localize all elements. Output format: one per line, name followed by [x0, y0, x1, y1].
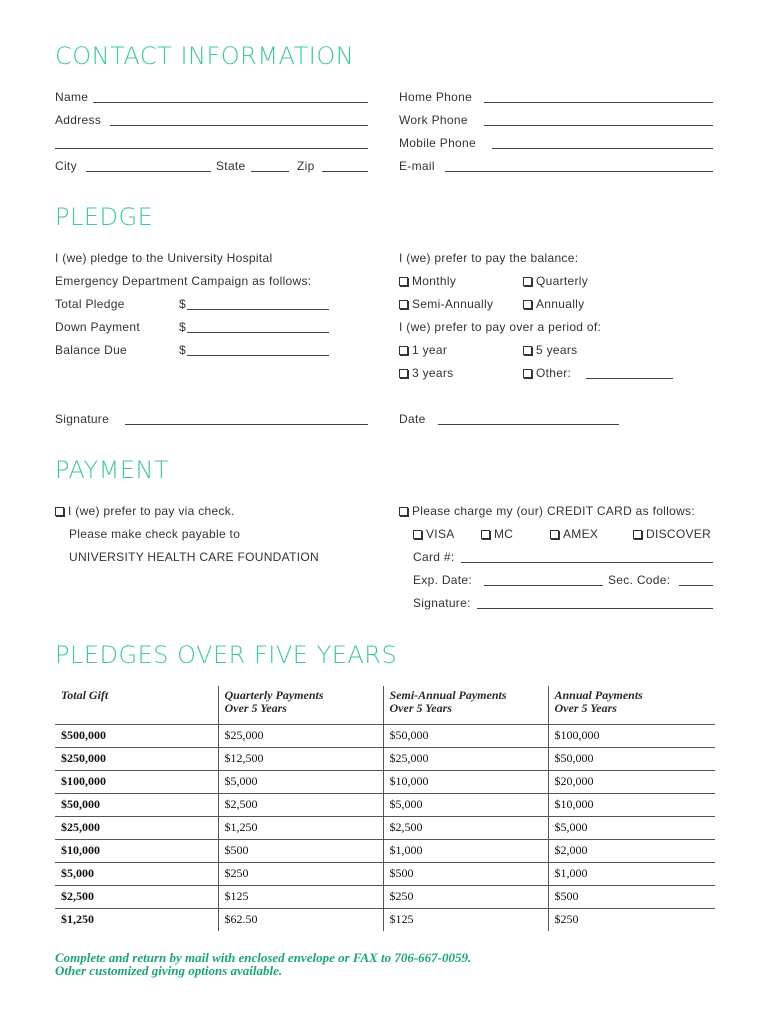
credit-card-label: Please charge my (our) CREDIT CARD as follows: [412, 504, 695, 518]
check-option[interactable] [55, 504, 235, 518]
checkbox-icon[interactable] [399, 507, 408, 516]
state-label: State [216, 159, 246, 173]
table-cell: $1,250 [55, 908, 218, 931]
other-option[interactable] [523, 366, 571, 380]
city-field[interactable] [86, 171, 211, 172]
total-pledge-currency: $ [179, 297, 186, 311]
email-label: E-mail [399, 159, 435, 173]
monthly-label: Monthly [412, 274, 457, 288]
checkbox-icon[interactable] [413, 530, 422, 539]
pledge-date-field[interactable] [438, 424, 619, 425]
checkbox-icon[interactable] [523, 346, 532, 355]
checkbox-icon[interactable] [523, 277, 532, 286]
table-cell: $2,500 [383, 816, 548, 839]
home-phone-label: Home Phone [399, 90, 473, 104]
header-quarterly: Quarterly Payments Over 5 Years [218, 686, 383, 724]
table-cell: $12,500 [218, 747, 383, 770]
table-cell: $1,250 [218, 816, 383, 839]
checkbox-icon[interactable] [523, 369, 532, 378]
table-cell: $1,000 [548, 862, 715, 885]
check-label: I (we) prefer to pay via check. [68, 504, 235, 518]
table-cell: $50,000 [548, 747, 715, 770]
checkbox-icon[interactable] [399, 300, 408, 309]
three-years-label: 3 years [412, 366, 454, 380]
table-cell: $100,000 [55, 770, 218, 793]
table-cell: $20,000 [548, 770, 715, 793]
table-cell: $2,500 [218, 793, 383, 816]
card-number-label: Card #: [413, 550, 455, 564]
table-cell: $100,000 [548, 724, 715, 747]
pledges-table-title: PLEDGES OVER FIVE YEARS [55, 641, 398, 669]
header-annual: Annual Payments Over 5 Years [548, 686, 715, 724]
table-cell: $5,000 [55, 862, 218, 885]
name-field[interactable] [93, 102, 368, 103]
table-cell: $500 [548, 885, 715, 908]
other-field[interactable] [586, 378, 673, 379]
table-cell: $250,000 [55, 747, 218, 770]
table-row [55, 770, 715, 793]
table-row [55, 862, 715, 885]
payment-title: PAYMENT [55, 456, 170, 484]
table-cell: $250 [548, 908, 715, 931]
work-phone-field[interactable] [484, 125, 713, 126]
table-row [55, 747, 715, 770]
table-cell: $500 [383, 862, 548, 885]
total-pledge-field[interactable] [187, 309, 329, 310]
city-label: City [55, 159, 77, 173]
one-year-option[interactable] [399, 343, 447, 357]
pledges-table [55, 686, 715, 931]
visa-option[interactable] [413, 527, 455, 541]
checkbox-icon[interactable] [633, 530, 642, 539]
address-field[interactable] [110, 125, 368, 126]
payment-signature-field[interactable] [477, 608, 713, 609]
footer-line1: Complete and return by mail with enclosed envelope or FAX to 706-667-0059. [55, 950, 472, 965]
table-row [55, 839, 715, 862]
mobile-phone-label: Mobile Phone [399, 136, 476, 150]
quarterly-option[interactable] [523, 274, 588, 288]
table-cell: $5,000 [548, 816, 715, 839]
table-cell: $10,000 [55, 839, 218, 862]
table-row [55, 908, 715, 931]
mc-label: MC [494, 527, 514, 541]
email-field[interactable] [445, 171, 713, 172]
balance-due-currency: $ [179, 343, 186, 357]
header-semi-annual: Semi-Annual Payments Over 5 Years [383, 686, 548, 724]
quarterly-label: Quarterly [536, 274, 589, 288]
prefer-balance-text: I (we) prefer to pay the balance: [399, 251, 579, 265]
three-years-option[interactable] [399, 366, 453, 380]
other-label: Other: [536, 366, 572, 380]
table-cell: $50,000 [383, 724, 548, 747]
annually-label: Annually [536, 297, 585, 311]
table-cell: $250 [218, 862, 383, 885]
table-cell: $62.50 [218, 908, 383, 931]
checkbox-icon[interactable] [399, 369, 408, 378]
state-field[interactable] [251, 171, 289, 172]
card-number-field[interactable] [461, 562, 713, 563]
table-cell: $1,000 [383, 839, 548, 862]
discover-option[interactable] [633, 527, 711, 541]
table-cell: $2,000 [548, 839, 715, 862]
one-year-label: 1 year [412, 343, 448, 357]
credit-card-option[interactable] [399, 504, 695, 518]
address-label: Address [55, 113, 102, 127]
down-payment-currency: $ [179, 320, 186, 334]
balance-due-label: Balance Due [55, 343, 128, 357]
table-row [55, 724, 715, 747]
table-cell: $25,000 [383, 747, 548, 770]
table-cell: $2,500 [55, 885, 218, 908]
visa-label: VISA [426, 527, 455, 541]
pledge-line1: I (we) pledge to the University Hospital [55, 251, 273, 265]
mc-option[interactable] [481, 527, 513, 541]
header-total-gift: Total Gift [61, 688, 109, 702]
table-cell: $500,000 [55, 724, 218, 747]
annually-option[interactable] [523, 297, 584, 311]
checkbox-icon[interactable] [550, 530, 559, 539]
semi-annually-label: Semi-Annually [412, 297, 494, 311]
checkbox-icon[interactable] [523, 300, 532, 309]
footer-note [55, 951, 471, 977]
table-cell: $125 [218, 885, 383, 908]
pledge-line2: Emergency Department Campaign as follows: [55, 274, 312, 288]
exp-date-field[interactable] [484, 585, 603, 586]
pledge-date-label: Date [399, 412, 426, 426]
table-cell: $10,000 [383, 770, 548, 793]
contact-title: CONTACT INFORMATION [55, 42, 355, 70]
table-cell: $50,000 [55, 793, 218, 816]
zip-label: Zip [297, 159, 315, 173]
sec-code-field[interactable] [679, 585, 713, 586]
five-years-label: 5 years [536, 343, 578, 357]
checkbox-icon[interactable] [399, 346, 408, 355]
table-cell: $250 [383, 885, 548, 908]
work-phone-label: Work Phone [399, 113, 468, 127]
balance-due-field[interactable] [187, 355, 329, 356]
amex-label: AMEX [563, 527, 599, 541]
monthly-option[interactable] [399, 274, 456, 288]
table-row [55, 816, 715, 839]
mobile-phone-field[interactable] [492, 148, 713, 149]
address-field-line2[interactable] [55, 148, 368, 149]
table-cell: $500 [218, 839, 383, 862]
home-phone-field[interactable] [484, 102, 713, 103]
prefer-period-text: I (we) prefer to pay over a period of: [399, 320, 602, 334]
table-cell: $25,000 [55, 816, 218, 839]
five-years-option[interactable] [523, 343, 577, 357]
checkbox-icon[interactable] [399, 277, 408, 286]
payment-signature-label: Signature: [413, 596, 471, 610]
semi-annually-option[interactable] [399, 297, 493, 311]
table-cell: $10,000 [548, 793, 715, 816]
sec-code-label: Sec. Code: [608, 573, 671, 587]
pledge-title: PLEDGE [55, 203, 154, 231]
footer-line2: Other customized giving options available. [55, 963, 283, 978]
table-row [55, 885, 715, 908]
table-cell: $25,000 [218, 724, 383, 747]
exp-date-label: Exp. Date: [413, 573, 473, 587]
payable-text: Please make check payable to [69, 527, 241, 541]
amex-option[interactable] [550, 527, 598, 541]
table-row [55, 793, 715, 816]
table-header-row [55, 686, 715, 724]
checkbox-icon[interactable] [481, 530, 490, 539]
discover-label: DISCOVER [646, 527, 712, 541]
name-label: Name [55, 90, 89, 104]
pledge-signature-field[interactable] [125, 424, 368, 425]
total-pledge-label: Total Pledge [55, 297, 125, 311]
down-payment-label: Down Payment [55, 320, 140, 334]
table-cell: $5,000 [383, 793, 548, 816]
checkbox-icon[interactable] [55, 507, 64, 516]
table-cell: $5,000 [218, 770, 383, 793]
table-cell: $125 [383, 908, 548, 931]
down-payment-field[interactable] [187, 332, 329, 333]
pledge-signature-label: Signature [55, 412, 110, 426]
foundation-text: UNIVERSITY HEALTH CARE FOUNDATION [69, 550, 319, 564]
zip-field[interactable] [322, 171, 368, 172]
